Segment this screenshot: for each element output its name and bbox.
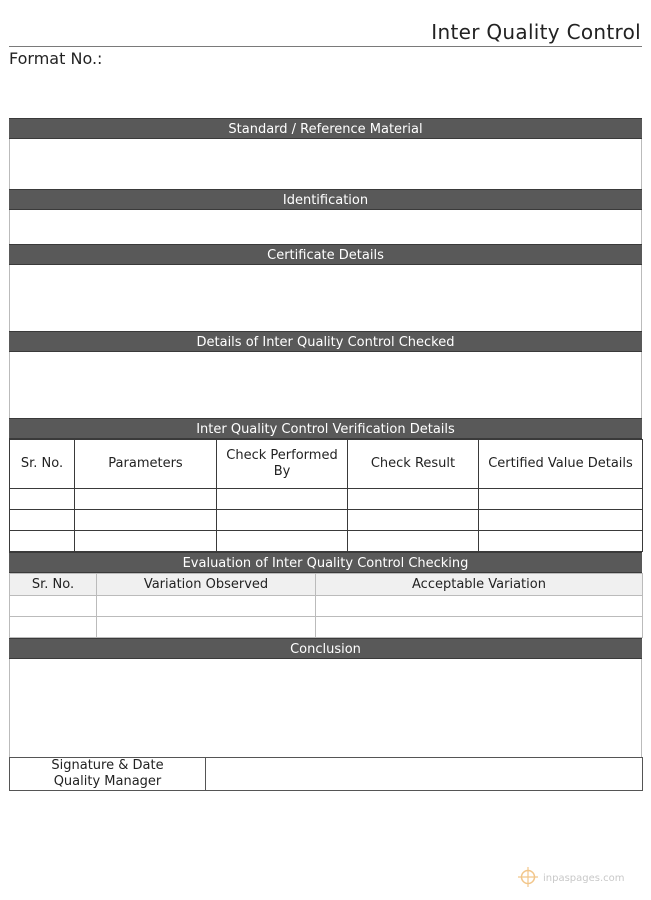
details-checked-field[interactable] <box>9 352 642 418</box>
table-cell[interactable] <box>10 596 97 617</box>
table-cell[interactable] <box>479 510 643 531</box>
table-cell[interactable] <box>348 489 479 510</box>
table-cell[interactable] <box>316 596 643 617</box>
signature-row <box>10 758 643 791</box>
verification-table <box>9 439 643 552</box>
table-cell[interactable] <box>348 531 479 552</box>
signature-table <box>9 757 643 791</box>
table-row <box>10 489 643 510</box>
table-cell[interactable] <box>97 596 316 617</box>
section-header-certificate: Certificate Details <box>9 244 642 265</box>
signature-field[interactable] <box>206 758 643 791</box>
col-parameters: Parameters <box>75 440 217 489</box>
section-header-verification: Inter Quality Control Verification Details <box>9 418 642 439</box>
table-cell[interactable] <box>217 531 348 552</box>
watermark <box>517 866 625 891</box>
watermark-text: inpaspages.com <box>543 873 625 884</box>
table-row <box>10 596 643 617</box>
col-acceptable-variation: Acceptable Variation <box>316 574 643 596</box>
table-cell[interactable] <box>479 531 643 552</box>
evaluation-table <box>9 573 643 638</box>
table-cell[interactable] <box>97 617 316 638</box>
identification-field[interactable] <box>9 210 642 244</box>
col-sr-no: Sr. No. <box>10 574 97 596</box>
table-cell[interactable] <box>217 510 348 531</box>
table-cell[interactable] <box>217 489 348 510</box>
signature-label <box>10 758 206 791</box>
col-certified-value-details: Certified Value Details <box>479 440 643 489</box>
certificate-field[interactable] <box>9 265 642 331</box>
table-cell[interactable] <box>75 489 217 510</box>
table-cell[interactable] <box>316 617 643 638</box>
table-cell[interactable] <box>75 531 217 552</box>
qc-form <box>9 118 642 791</box>
crosshair-logo-icon <box>517 866 543 891</box>
table-cell[interactable] <box>10 531 75 552</box>
table-row <box>10 617 643 638</box>
standard-field[interactable] <box>9 139 642 189</box>
title-divider <box>9 46 642 47</box>
table-cell[interactable] <box>479 489 643 510</box>
evaluation-header-row <box>10 574 643 596</box>
table-row <box>10 510 643 531</box>
section-header-conclusion: Conclusion <box>9 638 642 659</box>
document-title: Inter Quality Control <box>431 20 641 44</box>
verification-header-row <box>10 440 643 489</box>
table-cell[interactable] <box>10 489 75 510</box>
signature-label-line2: Quality Manager <box>53 774 162 789</box>
signature-label-line1: Signature & Date <box>51 758 164 773</box>
section-header-details-checked: Details of Inter Quality Control Checked <box>9 331 642 352</box>
table-cell[interactable] <box>10 617 97 638</box>
col-check-performed-by: Check Performed By <box>217 440 348 489</box>
section-header-standard: Standard / Reference Material <box>9 118 642 139</box>
format-number-label: Format No.: <box>9 49 103 68</box>
section-header-evaluation: Evaluation of Inter Quality Control Checking <box>9 552 642 573</box>
col-check-result: Check Result <box>348 440 479 489</box>
section-header-identification: Identification <box>9 189 642 210</box>
table-cell[interactable] <box>75 510 217 531</box>
table-cell[interactable] <box>348 510 479 531</box>
col-sr-no: Sr. No. <box>10 440 75 489</box>
table-cell[interactable] <box>10 510 75 531</box>
table-row <box>10 531 643 552</box>
col-variation-observed: Variation Observed <box>97 574 316 596</box>
conclusion-field[interactable] <box>9 659 642 757</box>
